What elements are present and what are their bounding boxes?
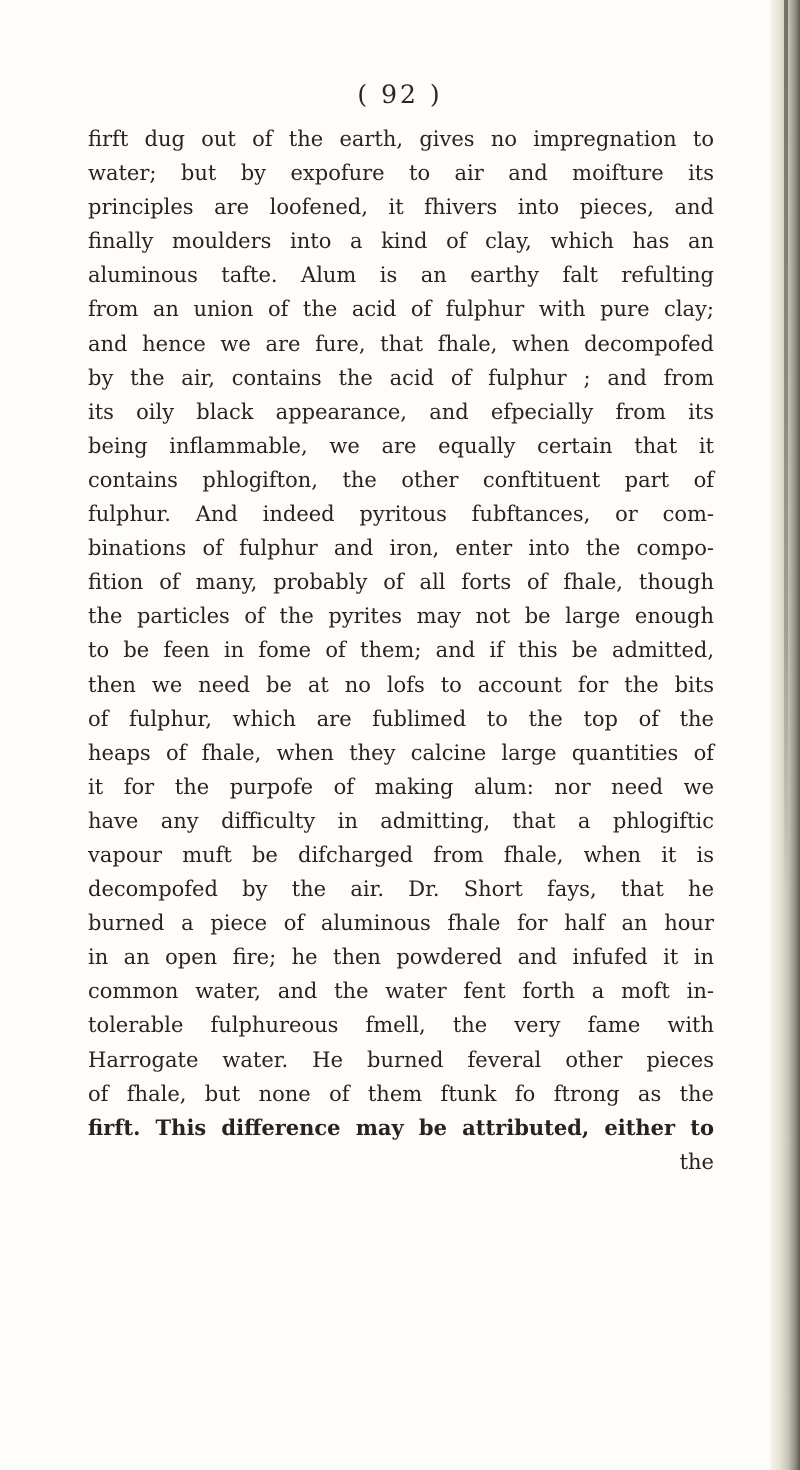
text-line: fition of many, probably of all forts of fhale, though	[88, 570, 714, 595]
text-line: from an union of the acid of fulphur with pure clay;	[88, 297, 714, 322]
text-line: decompofed by the air. Dr. Short fays, that he	[88, 877, 714, 902]
text-line: of fhale, but none of them ftunk fo ftrong as the	[88, 1081, 714, 1106]
text-line: of fulphur, which are fublimed to the top of the	[88, 706, 714, 731]
text-line: its oily black appearance, and efpecially from its	[88, 399, 714, 424]
text-line: binations of fulphur and iron, enter into the compo-	[88, 536, 714, 561]
text-line: have any difficulty in admitting, that a phlogiftic	[88, 808, 714, 833]
text-line: finally moulders into a kind of clay, which has an	[88, 229, 714, 254]
text-line: vapour muft be difcharged from fhale, when it is	[88, 842, 714, 867]
text-line: being inflammable, we are equally certain that it	[88, 433, 714, 458]
text-line: aluminous tafte. Alum is an earthy falt refulting	[88, 263, 714, 288]
text-line: by the air, contains the acid of fulphur ; and from	[88, 365, 714, 390]
catchword: the	[679, 1149, 714, 1174]
text-line: to be feen in fome of them; and if this be admitted,	[88, 638, 714, 663]
text-line: then we need be at no lofs to account for the bits	[88, 672, 714, 697]
text-line: common water, and the water fent forth a moft in-	[88, 979, 714, 1004]
text-line: firft dug out of the earth, gives no impregnation to	[88, 127, 714, 151]
text-line: in an open fire; he then powdered and infufed it in	[88, 945, 714, 970]
text-line: burned a piece of aluminous fhale for half an hour	[88, 911, 714, 936]
text-line: Harrogate water. He burned feveral other pieces	[88, 1047, 714, 1072]
body-text	[88, 122, 714, 1179]
text-line: tolerable fulphureous fmell, the very fame with	[88, 1013, 714, 1038]
text-line: it for the purpofe of making alum: nor need we	[88, 774, 714, 799]
text-line: principles are loofened, it fhivers into pieces, and	[88, 195, 714, 220]
text-line: fulphur. And indeed pyritous fubftances, or com-	[88, 502, 714, 527]
text-line: and hence we are fure, that fhale, when decompofed	[88, 331, 714, 356]
text-line: heaps of fhale, when they calcine large quantities of	[88, 740, 714, 765]
text-line: firft. This difference may be attributed, either to	[88, 1114, 714, 1140]
page-number: ( 92 )	[357, 80, 443, 109]
text-line: water; but by expofure to air and moifture its	[88, 161, 714, 186]
text-line: the particles of the pyrites may not be large enough	[88, 604, 714, 629]
page-edge-shadow	[784, 0, 788, 900]
text-line: contains phlogifton, the other conftituent part of	[88, 467, 714, 492]
